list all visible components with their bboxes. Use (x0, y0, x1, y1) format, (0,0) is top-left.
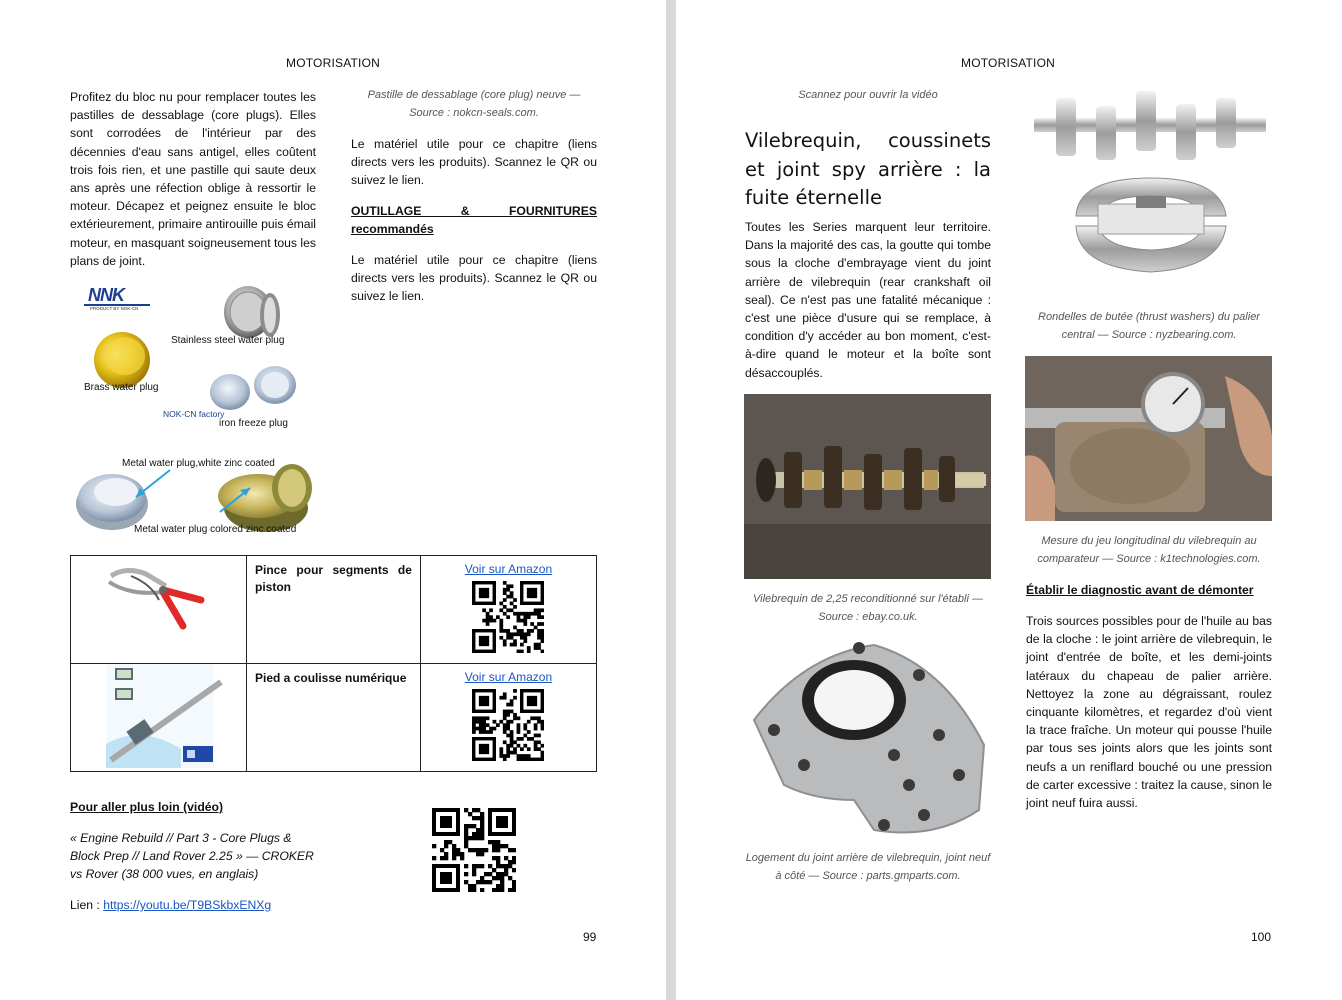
qr-code-icon[interactable] (472, 581, 544, 653)
caption-core-plug: Pastille de dessablage (core plug) neuve — Source : nokcn-seals.com. (367, 89, 581, 119)
thrust-washers-image (1026, 86, 1272, 304)
right-page (676, 0, 1342, 1000)
diagnostic-heading: Établir le diagnostic avant de démonter (1026, 583, 1254, 597)
youtube-link[interactable]: https://youtu.be/T9BSkbxENXg (103, 898, 272, 912)
caption-crankshaft: Vilebrequin de 2,25 reconditionné sur l'établi — Source : ebay.co.uk. (753, 593, 983, 623)
scan-caption: Scannez pour ouvrir la vidéo (798, 89, 938, 101)
qr-code-icon[interactable] (472, 689, 544, 761)
page-number: 99 (583, 930, 597, 944)
material-intro-2: Le matériel utile pour ce chapitre (liens directs vers les produits). Scannez le QR ou suivez le lien. (351, 253, 597, 304)
video-link-line: Lien : https://youtu.be/T9BSkbxENXg (70, 898, 272, 912)
caption-dial-gauge: Mesure du jeu longitudinal du vilebrequin au comparateur — Source : k1technologies.com. (1037, 535, 1261, 565)
video-title: « Engine Rebuild // Part 3 - Core Plugs & Block Prep // Land Rover 2.25 » — CROKER vs Rover (38 000 vues, en anglais) (70, 831, 314, 882)
tools-table (70, 555, 597, 772)
table-row (71, 664, 597, 772)
caption-rear-seal: Logement du joint arrière de vilebrequin, joint neuf à côté — Source : parts.gmparts.com. (745, 852, 991, 882)
page-number: 100 (1251, 930, 1272, 944)
tool-link-cell (420, 664, 596, 772)
tool-image-cell (71, 664, 247, 772)
core-plug-paragraph: Profitez du bloc nu pour remplacer toutes les pastilles de dessablage (core plugs). Elles sont corrodées de l'intérieur par des décennies d'eau sans antigel, elles coûtent trois fois rien, et une pastille qui saute deux ans après une réfection oblige à ressortir le moteur. Décapez et peignez ensuite le bloc extérieurement, primaire antirouille puis émail moteur, en masquant soigneusement tous les plans de joint. (70, 90, 316, 268)
section-title: Vilebrequin, coussinets et joint spy arrière : la fuite éternelle (745, 129, 991, 209)
crankshaft-intro: Toutes les Series marquent leur territoire. Dans la majorité des cas, la goutte qui tombe sous la cloche d'embrayage vient du joint arrière de vilebrequin (rear crankshaft oil seal). Ce n'est pas une fatalité mécanique : c'est une pièce d'usure qui se remplace, à condition d'y accéder au bon moment, c'est-à-dire quand le moteur et la boîte sont désaccouplés. (745, 220, 991, 380)
tool-name: Pince pour segments de piston (255, 563, 412, 594)
material-intro-1: Le matériel utile pour ce chapitre (liens directs vers les produits). Scannez le QR ou suivez le lien. (351, 137, 597, 188)
tool-name-cell (247, 556, 421, 664)
core-plug-image: NNK PRODUCT BY NOK-CN Stainless steel water plug Brass water plug NOK-CN factory iron freeze plug Metal water plug,white zinc coated Metal water plug colored zinc coated (70, 282, 320, 540)
tool-image-cell (71, 556, 247, 664)
dial-gauge-photo (1025, 356, 1272, 521)
rear-seal-housing-image (744, 635, 991, 840)
tools-heading: OUTILLAGE & FOURNITURES recommandés (351, 204, 597, 236)
diagnostic-paragraph: Trois sources possibles pour de l'huile au bas de la cloche : le joint arrière de vilebrequin, le joint d'entrée de boîte, et les demi-joints latéraux du chapeau de palier arrière. Nettoyez la zone au dégraissant, roulez cinquante kilomètres, et regardez d'où vient la trace fraîche. Un moteur qui pousse l'huile par tous ses joints alors que les joints sont neufs a un reniflard bouché ou une pression de carter excessive : traitez la cause, sinon le joint neuf fuira aussi. (1026, 614, 1272, 811)
tool-link-cell (420, 556, 596, 664)
table-row (71, 556, 597, 664)
tool-name-cell (247, 664, 421, 772)
nnk-logo: NNK (88, 285, 124, 305)
digital-caliper-image (71, 664, 246, 768)
amazon-link[interactable]: Voir sur Amazon (464, 670, 553, 684)
piston-ring-pliers-image (71, 556, 246, 660)
further-heading: Pour aller plus loin (vidéo) (70, 800, 224, 814)
amazon-link[interactable]: Voir sur Amazon (464, 562, 553, 576)
caption-thrust-washers: Rondelles de butée (thrust washers) du palier central — Source : nyzbearing.com. (1038, 311, 1260, 341)
running-header: MOTORISATION (961, 56, 1055, 70)
left-page (0, 0, 666, 1000)
qr-code-icon[interactable] (432, 808, 516, 892)
running-header: MOTORISATION (286, 56, 380, 70)
crankshaft-photo (744, 394, 991, 579)
tool-name: Pied a coulisse numérique (255, 671, 407, 685)
